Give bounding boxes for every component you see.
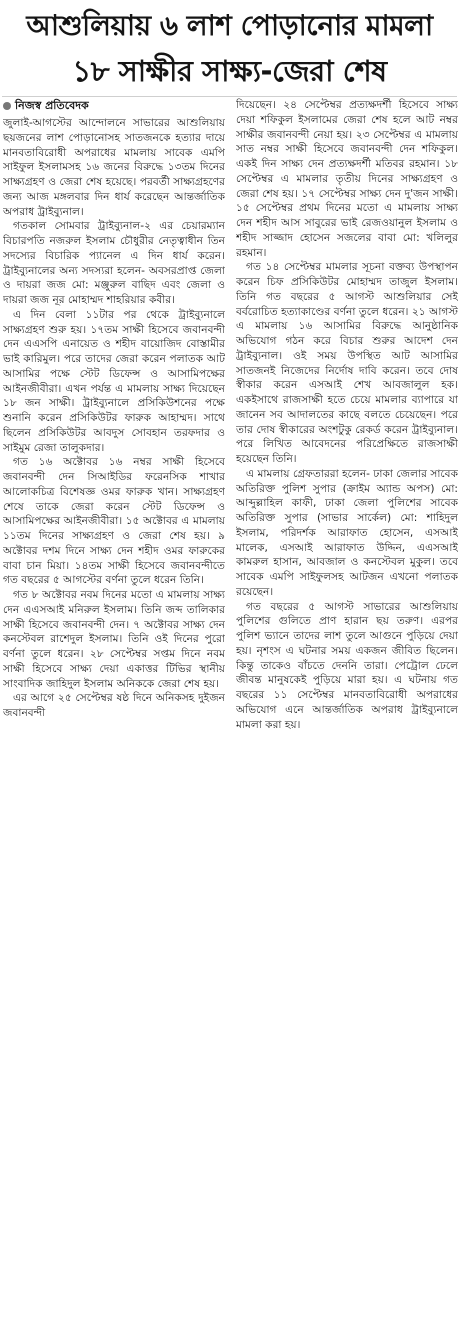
bullet-icon (3, 102, 11, 110)
byline (3, 98, 225, 114)
paragraph: এ মামলায় গ্রেফতাররা হলেন- ঢাকা জেলার সাবেক অতিরিক্ত পুলিশ সুপার (ক্রাইম অ্যান্ড অপস) মো: আব্দুল্লাহিল কাফী, ঢাকা জেলা পুলিশের সাবেক অতিরিক্ত সুপার (সাভার সার্কেল) মো: শাহিদুল ইসলাম, পরিদর্শক আরাফাত হোসেন, এসআই মালেক, এসআই আরাফাত উদ্দিন, এএসআই কামরুল হাসান, আবজাল ও কনস্টেবল মুকুল। তবে সাবেক এমপি সাইফুলসহ আটজন এখনো পলাতক রয়েছেন। (236, 467, 458, 598)
paragraph: গত ৮ অক্টোবর নবম দিনের মতো এ মামলায় সাক্ষ্য দেন এএসআই মনিরুল ইসলাম। তিনি জব্দ তালিকার সাক্ষী হিসেবে জবানবন্দী দেন। ৭ অক্টোবর সাক্ষ্য দেন কনস্টেবল রাশেদুল ইসলাম। তিনি ওই দিনের পুরো বর্ণনা তুলে ধরেন। ২৮ সেপ্টেম্বর সপ্তম দিনে নবম সাক্ষী হিসেবে সাক্ষ্য দেয়া একাত্তর টিভির স্থানীয় সাংবাদিক জাহিদুল ইসলাম অনিককে জেরা শেষ হয়। (3, 589, 225, 690)
article-column-left (3, 98, 225, 1336)
byline-text: নিজস্ব প্রতিবেদক (15, 99, 89, 112)
paragraph: গত ১৬ অক্টোবর ১৬ নম্বর সাক্ষী হিসেবে জবানবন্দী দেন সিআইডির ফরেনসিক শাখার আলোকচিত্র বিশেষজ্ঞ ওমর ফারুক খান। সাক্ষ্যগ্রহণ শেষে তাকে জেরা করেন স্টেট ডিফেন্স ও আসামিপক্ষের আইনজীবীরা। ১৫ অক্টোবর এ মামলায় ১১তম দিনের সাক্ষ্যগ্রহণ ও জেরা শেষ হয়। ৯ অক্টোবর দশম দিনে সাক্ষ্য দেন শহীদ ওমর ফারুকের বাবা চান মিয়া। ১৪তম সাক্ষী হিসেবে জবানবন্দীতে গত বছরের ৫ আগস্টের বর্ণনা তুলে ধরেন তিনি। (3, 456, 225, 587)
paragraph: এর আগে ২৫ সেপ্টেম্বর ষষ্ঠ দিনে অনিকসহ দুইজন জবানবন্দী (3, 692, 225, 719)
paragraph: গত বছরের ৫ আগস্ট সাভারের আশুলিয়ায় পুলিশের গুলিতে প্রাণ হারান ছয় তরুণ। এরপর পুলিশ ভ্যানে তাদের লাশ তুলে আগুনে পুড়িয়ে দেয়া হয়। নৃশংস এ ঘটনার সময় একজন জীবিত ছিলেন। কিন্তু তাকেও বাঁচতে দেননি তারা। পেট্রোল ঢেলে জীবন্ত মানুষকেই পুড়িয়ে মারা হয়। এ ঘটনায় গত বছরের ১১ সেপ্টেম্বর মানবতাবিরোধী অপরাধের অভিযোগ এনে আন্তর্জাতিক অপরাধ ট্রাইব্যুনালে মামলা করা হয়। (236, 600, 458, 731)
paragraph: জুলাই-আগস্টের আন্দোলনে সাভারের আশুলিয়ায় ছয়জনের লাশ পোড়ানোসহ সাতজনকে হত্যার দায়ে মানবতাবিরোধী অপরাধের মামলায় সাবেক এমপি সাইফুল ইসলামসহ ১৬ জনের বিরুদ্ধে ১৩তম দিনের সাক্ষ্যগ্রহণ ও জেরা শেষ হয়েছে। পরবর্তী সাক্ষ্যগ্রহণের জন্য আজ মঙ্গলবার দিন ধার্য করেছেন আন্তর্জাতিক অপরাধ ট্রাইব্যুনাল। (3, 117, 225, 218)
headline-divider (2, 96, 457, 97)
paragraph: এ দিন বেলা ১১টার পর থেকে ট্রাইব্যুনালে সাক্ষ্যগ্রহণ শুরু হয়। ১৭তম সাক্ষী হিসেবে জবানবন্দী দেন এএসপি এনায়েত ও শহীদ বায়োজিদ বোস্তামীর ভাই কারিমুল। পরে তাদের জেরা করেন পলাতক আট আসামির পক্ষে স্টেট ডিফেন্স ও আসামিপক্ষের আইনজীবীরা। এখন পর্যন্ত এ মামলায় সাক্ষ্য দিয়েছেন ১৮ জন সাক্ষী। ট্রাইব্যুনালে প্রসিকিউশনের পক্ষে শুনানি করেন প্রসিকিউটর ফারুক আহাম্মদ। সাথে ছিলেন প্রসিকিউটর আবদুস সোবহান তরফদার ও সাইমুম রেজা তালুকদার। (3, 308, 225, 454)
paragraph: গতকাল সোমবার ট্রাইব্যুনাল-২ এর চেয়ারম্যান বিচারপতি নজরুল ইসলাম চৌধুরীর নেতৃত্বাধীন তিন সদস্যের বিচারিক প্যানেল এ দিন ধার্য করেন। ট্রাইব্যুনালের অন্য সদস্যরা হলেন- অবসরপ্রাপ্ত জেলা ও দায়রা জজ মো: মঞ্জুরুল বাছিদ এবং জেলা ও দায়রা জজ নূর মোহাম্মদ শাহরিয়ার কবীর। (3, 220, 225, 306)
article-column-right (236, 98, 458, 1336)
headline (0, 6, 459, 92)
headline-line-2: ১৮ সাক্ষীর সাক্ষ্য-জেরা শেষ (72, 54, 387, 88)
headline-line-1: আশুলিয়ায় ৬ লাশ পোড়ানোর মামলা (26, 9, 433, 42)
paragraph: দিয়েছেন। ২৪ সেপ্টেম্বর প্রত্যক্ষদর্শী হিসেবে সাক্ষ্য দেয়া শফিকুল ইসলামের জেরা শেষ হলে আট নম্বর সাক্ষীর জবানবন্দী নেয়া হয়। ২৩ সেপ্টেম্বর এ মামলায় সাত নম্বর সাক্ষী হিসেবে জবানবন্দী দেন শফিকুল। একই দিন সাক্ষ্য দেন প্রত্যক্ষদর্শী মতিবর রহমান। ১৮ সেপ্টেম্বর এ মামলার তৃতীয় দিনের সাক্ষ্যগ্রহণ ও জেরা শেষ হয়। ১৭ সেপ্টেম্বর সাক্ষ্য দেন দু'জন সাক্ষী। ১৫ সেপ্টেম্বর প্রথম দিনের মতো এ মামলায় সাক্ষ্য দেন শহীদ আস সাবুরের ভাই রেজওয়ানুল ইসলাম ও শহীদ সাজ্জাদ হোসেন সজলের বাবা মো: খলিলুর রহমান। (236, 99, 458, 259)
paragraph: গত ১৪ সেপ্টেম্বর মামলার সূচনা বক্তব্য উপস্থাপন করেন চিফ প্রসিকিউটর মোহাম্মদ তাজুল ইসলাম। তিনি গত বছরের ৫ আগস্ট আশুলিয়ার সেই বর্বরোচিত হত্যাকাণ্ডের বর্ণনা তুলে ধরেন। ২১ আগস্ট এ মামলায় ১৬ আসামির বিরুদ্ধে আনুষ্ঠানিক অভিযোগ গঠন করে বিচার শুরুর আদেশ দেন ট্রাইব্যুনাল। ওই সময় উপস্থিত আট আসামির সাতজনই নিজেদের নির্দোষ দাবি করেন। তবে দোষ স্বীকার করেন এসআই শেখ আবজালুল হক। একইসাথে রাজসাক্ষী হতে চেয়ে মামলার ব্যাপারে যা জানেন সব আদালতের কাছে বলতে চেয়েছেন। পরে তার দোষ স্বীকারের অংশটুকু রেকর্ড করেন ট্রাইব্যুনাল। পরে লিখিত আবেদনের পরিপ্রেক্ষিতে রাজসাক্ষী হয়েছেন তিনি। (236, 261, 458, 465)
